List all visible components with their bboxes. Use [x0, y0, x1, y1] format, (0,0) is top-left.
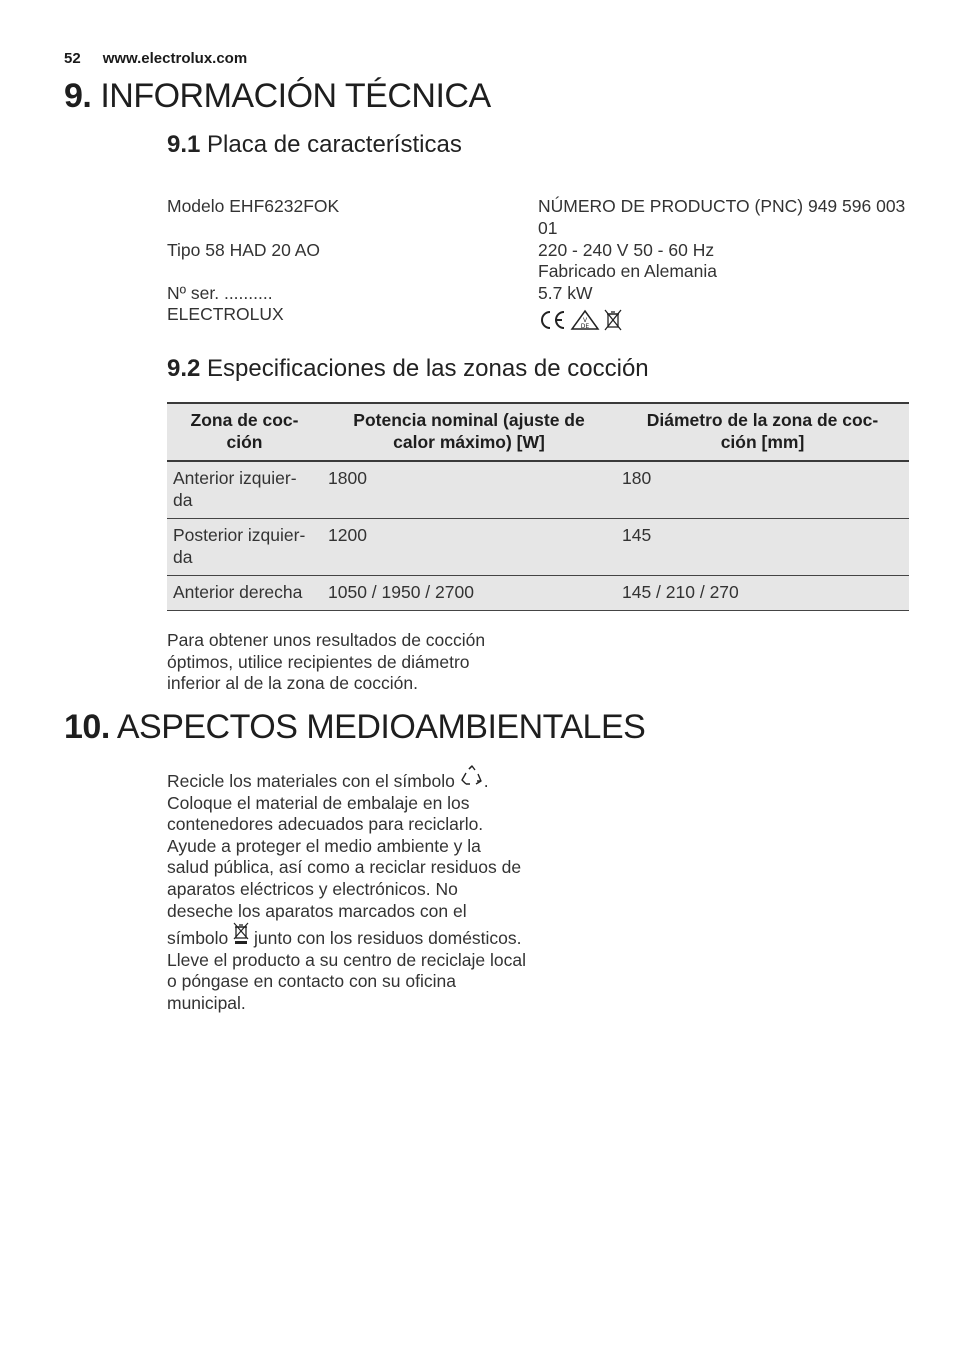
pnc-line-2: 01 [538, 218, 558, 238]
zone-cell [167, 461, 322, 519]
section-9-heading [64, 77, 491, 116]
website-link[interactable]: www.electrolux.com [102, 50, 248, 67]
column-header-zone [167, 403, 322, 461]
subsection-number: 9.1 [167, 131, 201, 158]
table-row [167, 519, 909, 576]
zone-name: Posterior izquier- da [173, 525, 306, 567]
column-header-power [322, 403, 616, 461]
zone-name: Anterior izquier- da [173, 468, 297, 510]
zone-cell [167, 576, 322, 611]
pnc-line-1: NÚMERO DE PRODUCTO (PNC) 949 596 003 [538, 196, 906, 216]
power-cell: 1800 [322, 461, 616, 519]
cooking-note: Para obtener unos resultados de cocción óptimos, utilice recipientes de diámetro inferior al de la zona de cocción. [167, 630, 486, 694]
zone-cell [167, 519, 322, 576]
header-line: Zona de coc- ción [190, 410, 299, 452]
section-10-heading [64, 708, 645, 747]
section-title: INFORMACIÓN TÉCNICA [100, 77, 491, 115]
diameter-cell: 145 [616, 519, 909, 576]
cooking-zones-table [167, 402, 909, 611]
header-line: Potencia nominal (ajuste de calor máximo) [W] [353, 410, 585, 452]
section-number: 10. [64, 708, 110, 746]
voltage-text: 220 - 240 V 50 - 60 Hz [538, 240, 715, 260]
weee-bin-icon [233, 922, 249, 944]
svg-text:V: V [582, 317, 588, 324]
env-text-1: Recicle los materiales con el símbolo [167, 771, 455, 791]
section-number: 9. [64, 77, 92, 115]
env-text-3: junto con los residuos domésticos. Lleve el producto a su centro de reciclaje local o póngase en contacto con su oficina municipal. [167, 928, 526, 1013]
subsection-9-2-heading [167, 355, 649, 383]
zone-name: Anterior derecha [173, 582, 303, 602]
subsection-number: 9.2 [167, 355, 201, 382]
table-header-row [167, 403, 909, 461]
table-row [167, 461, 909, 519]
svg-text:DE: DE [580, 323, 590, 330]
subsection-9-1-heading [167, 131, 462, 159]
diameter-cell: 180 [616, 461, 909, 519]
subsection-title: Especificaciones de las zonas de cocción [207, 355, 649, 382]
ce-mark-icon [538, 309, 566, 331]
made-in-text: Fabricado en Alemania [538, 261, 717, 281]
power-cell: 1200 [322, 519, 616, 576]
serial-text: Nº ser. .......... [167, 283, 273, 303]
env-text-2: . Coloque el material de embalaje en los contenedores adecuados para reciclarlo. Ayude a proteger el medio ambiente y la salud pública, así como a reciclar residuos de aparatos eléctricos y electrónicos. No deseche los aparatos marcados con el símbolo [167, 771, 522, 949]
brand-text: ELECTROLUX [167, 304, 284, 324]
environment-paragraph [167, 765, 527, 1015]
power-text: 5.7 kW [538, 283, 593, 303]
page-header [64, 50, 247, 67]
table-row [167, 576, 909, 611]
weee-bin-icon [604, 309, 622, 331]
subsection-title: Placa de características [207, 131, 462, 158]
header-line: Diámetro de la zona de coc- ción [mm] [646, 410, 879, 452]
diameter-cell: 145 / 210 / 270 [616, 576, 909, 611]
model-text: Modelo EHF6232FOK [167, 196, 340, 216]
vde-mark-icon [570, 309, 600, 331]
type-text: Tipo 58 HAD 20 AO [167, 240, 321, 260]
section-title: ASPECTOS MEDIOAMBIENTALES [116, 708, 646, 746]
page-number: 52 [64, 50, 81, 67]
power-cell: 1050 / 1950 / 2700 [322, 576, 616, 611]
certification-marks [538, 309, 622, 331]
column-header-diameter [616, 403, 909, 461]
recycle-icon [460, 765, 484, 787]
